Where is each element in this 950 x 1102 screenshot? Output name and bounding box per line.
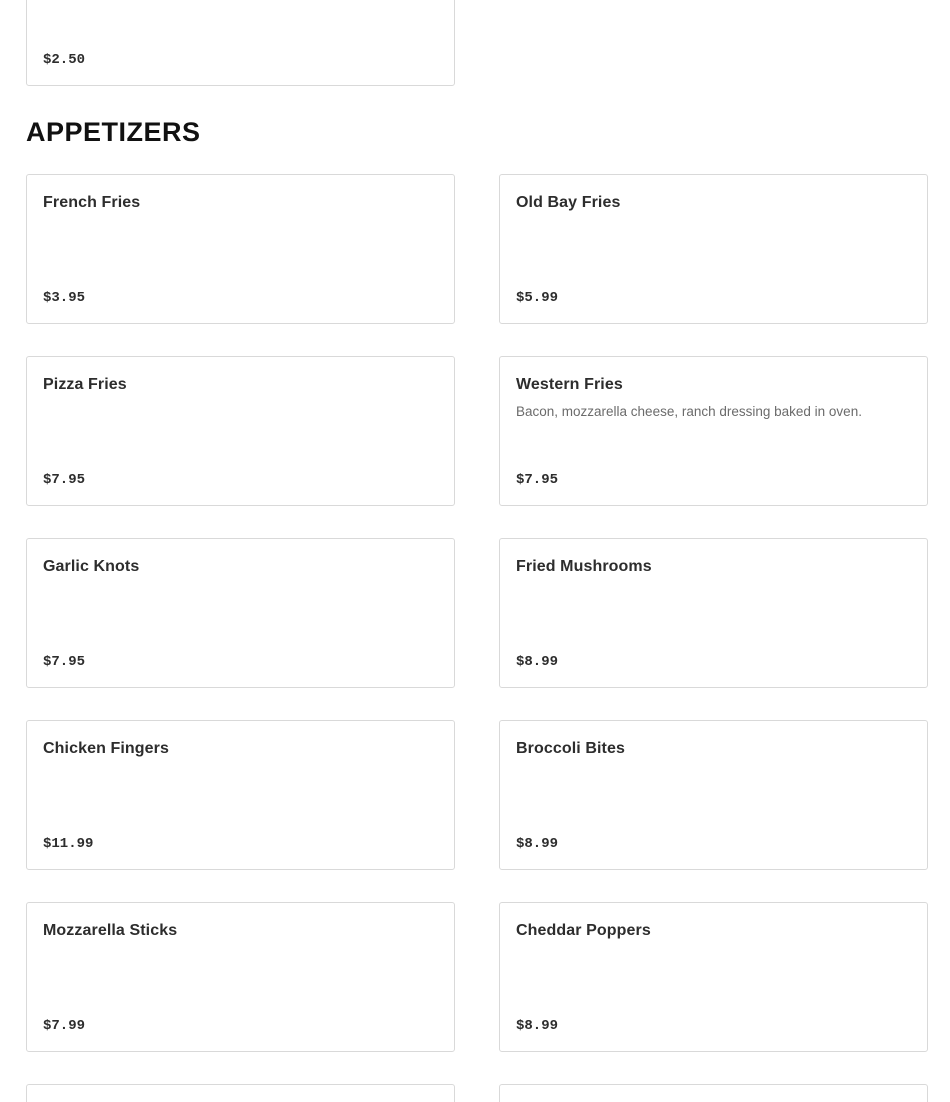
item-name: Garlic Knots xyxy=(43,558,140,575)
item-name: Fried Mushrooms xyxy=(516,558,652,575)
item-description: Bacon, mozzarella cheese, ranch dressing baked in oven. xyxy=(516,404,862,419)
menu-item-card[interactable] xyxy=(499,720,928,870)
item-price: $2.50 xyxy=(43,52,86,68)
item-name: Broccoli Bites xyxy=(516,740,625,757)
item-price: $5.99 xyxy=(516,290,559,306)
item-name: Mozzarella Sticks xyxy=(43,922,178,939)
menu-item-card[interactable] xyxy=(26,1084,455,1102)
menu-item-card[interactable] xyxy=(26,720,455,870)
item-price: $3.95 xyxy=(43,290,86,306)
item-name: Pizza Fries xyxy=(43,376,127,393)
menu-item-card[interactable] xyxy=(26,902,455,1052)
item-name: Chicken Fingers xyxy=(43,740,169,757)
item-name: Western Fries xyxy=(516,376,623,393)
section-heading: APPETIZERS xyxy=(26,117,201,147)
item-name: French Fries xyxy=(43,194,141,211)
menu-item-card[interactable] xyxy=(499,174,928,324)
item-name: Old Bay Fries xyxy=(516,194,621,211)
menu-item-card[interactable] xyxy=(26,538,455,688)
menu-item-card[interactable] xyxy=(499,356,928,506)
menu-item-card[interactable] xyxy=(499,902,928,1052)
item-price: $7.99 xyxy=(43,1018,86,1034)
item-price: $8.99 xyxy=(516,836,559,852)
menu-item-card[interactable] xyxy=(499,1084,928,1102)
item-price: $7.95 xyxy=(43,472,86,488)
item-price: $8.99 xyxy=(516,1018,559,1034)
menu-item-card[interactable] xyxy=(26,356,455,506)
item-price: $7.95 xyxy=(43,654,86,670)
menu-item-card[interactable] xyxy=(499,538,928,688)
item-name: Cheddar Poppers xyxy=(516,922,651,939)
menu-item-card[interactable] xyxy=(26,174,455,324)
item-price: $8.99 xyxy=(516,654,559,670)
item-price: $11.99 xyxy=(43,836,94,852)
item-price: $7.95 xyxy=(516,472,559,488)
menu-item-card[interactable] xyxy=(26,0,455,86)
